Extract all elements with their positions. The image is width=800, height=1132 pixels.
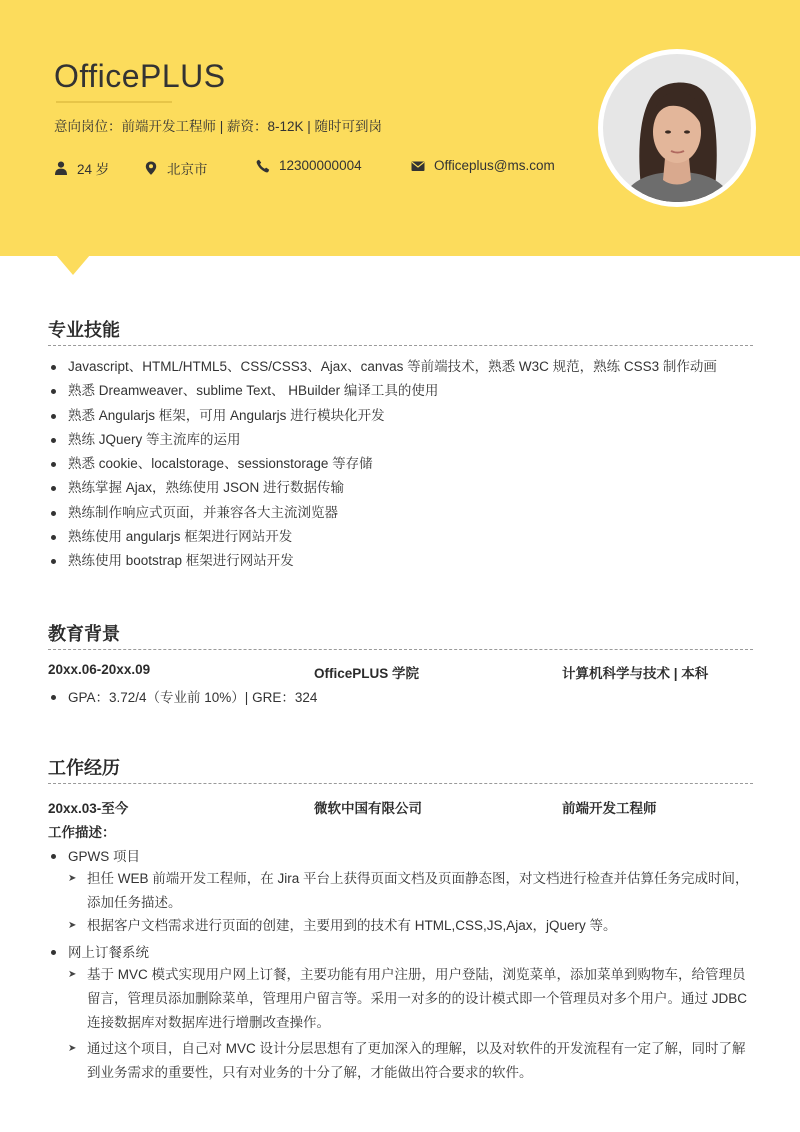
header-notch (56, 255, 90, 275)
contact-age (54, 158, 109, 178)
section-title-skills: 专业技能 (48, 320, 120, 340)
contact-city (144, 158, 208, 178)
project-point-text: 担任 WEB 前端开发工程师，在 Jira 平台上获得页面文档及页面静态图，对文档进行检查并估算任务完成时间，添加任务描述。 (87, 871, 749, 910)
city-text: 北京市 (167, 162, 208, 177)
project-point (68, 963, 756, 1035)
work-period: 20xx.03-至今 (48, 801, 129, 816)
skill-item: 熟练 JQuery 等主流库的运用 (48, 428, 717, 452)
project-point (68, 867, 756, 915)
skills-list (48, 355, 717, 574)
skill-item: 熟悉 Angularjs 框架，可用 Angularjs 进行模块化开发 (48, 404, 717, 428)
name-underline (56, 101, 172, 103)
avatar (598, 49, 756, 207)
arrow-bullet-icon: ➤ (68, 1043, 77, 1054)
arrow-bullet-icon: ➤ (68, 873, 77, 884)
section-divider (48, 649, 753, 650)
project-point-text: 通过这个项目，自己对 MVC 设计分层思想有了更加深入的理解，以及对软件的开发流程有一定了解，同时了解到业务需求的重要性，只有对业务的十分了解，才能做出符合要求的软件。 (87, 1041, 746, 1080)
education-row (48, 662, 753, 682)
skill-item: 熟练制作响应式页面，并兼容各大主流浏览器 (48, 501, 717, 525)
arrow-bullet-icon: ➤ (68, 920, 77, 931)
work-description-label: 工作描述： (48, 825, 116, 840)
section-title-education: 教育背景 (48, 624, 120, 644)
project-point (68, 914, 756, 938)
skill-item: 熟练使用 bootstrap 框架进行网站开发 (48, 549, 717, 573)
skill-item: 熟悉 Dreamweaver、sublime Text、 HBuilder 编译工具的使用 (48, 379, 717, 403)
project-point-text: 基于 MVC 模式实现用户网上订餐，主要功能有用户注册，用户登陆，浏览菜单，添加菜单到购物车，给管理员留言，管理员添加删除菜单，管理用户留言等。采用一对多的的设计模式即一个管理员对多个用户。通过 JDBC 连接数据库对数据库进行增删改查操作。 (87, 967, 748, 1030)
skill-item: 熟练使用 angularjs 框架进行网站开发 (48, 525, 717, 549)
project-point-text: 根据客户文档需求进行页面的创建，主要用到的技术有 HTML,CSS,JS,Ajax，jQuery 等。 (87, 918, 617, 933)
project-name: GPWS 项目 (48, 845, 140, 865)
skill-item: 熟练掌握 Ajax，熟练使用 JSON 进行数据传输 (48, 476, 717, 500)
work-company: 微软中国有限公司 (314, 801, 422, 816)
user-icon (54, 161, 68, 175)
education-period: 20xx.06-20xx.09 (48, 662, 151, 677)
project-name: 网上订餐系统 (48, 941, 149, 961)
work-position: 前端开发工程师 (562, 801, 657, 816)
location-pin-icon (144, 161, 158, 175)
portrait-photo (603, 54, 751, 202)
section-title-work: 工作经历 (48, 758, 120, 778)
section-divider (48, 783, 753, 784)
education-major: 计算机科学与技术 | 本科 (562, 666, 709, 681)
skill-item: Javascript、HTML/HTML5、CSS/CSS3、Ajax、canvas 等前端技术，熟悉 W3C 规范，熟练 CSS3 制作动画 (48, 355, 717, 379)
job-intent: 意向岗位：前端开发工程师 | 薪资：8-12K | 随时可到岗 (54, 119, 383, 134)
phone-icon (256, 159, 270, 173)
education-school: OfficePLUS 学院 (314, 666, 420, 681)
candidate-name: OfficePLUS (54, 58, 226, 94)
phone-text: 12300000004 (279, 158, 362, 173)
contact-phone[interactable] (256, 158, 362, 173)
education-detail: GPA：3.72/4（专业前 10%）| GRE：324 (48, 686, 317, 706)
arrow-bullet-icon: ➤ (68, 969, 77, 980)
envelope-icon (411, 159, 425, 173)
section-divider (48, 345, 753, 346)
work-row (48, 797, 753, 817)
project-point (68, 1037, 756, 1085)
skill-item: 熟悉 cookie、localstorage、sessionstorage 等存储 (48, 452, 717, 476)
contact-email[interactable] (411, 158, 555, 173)
email-text: Officeplus@ms.com (434, 158, 555, 173)
age-text: 24 岁 (77, 162, 110, 177)
